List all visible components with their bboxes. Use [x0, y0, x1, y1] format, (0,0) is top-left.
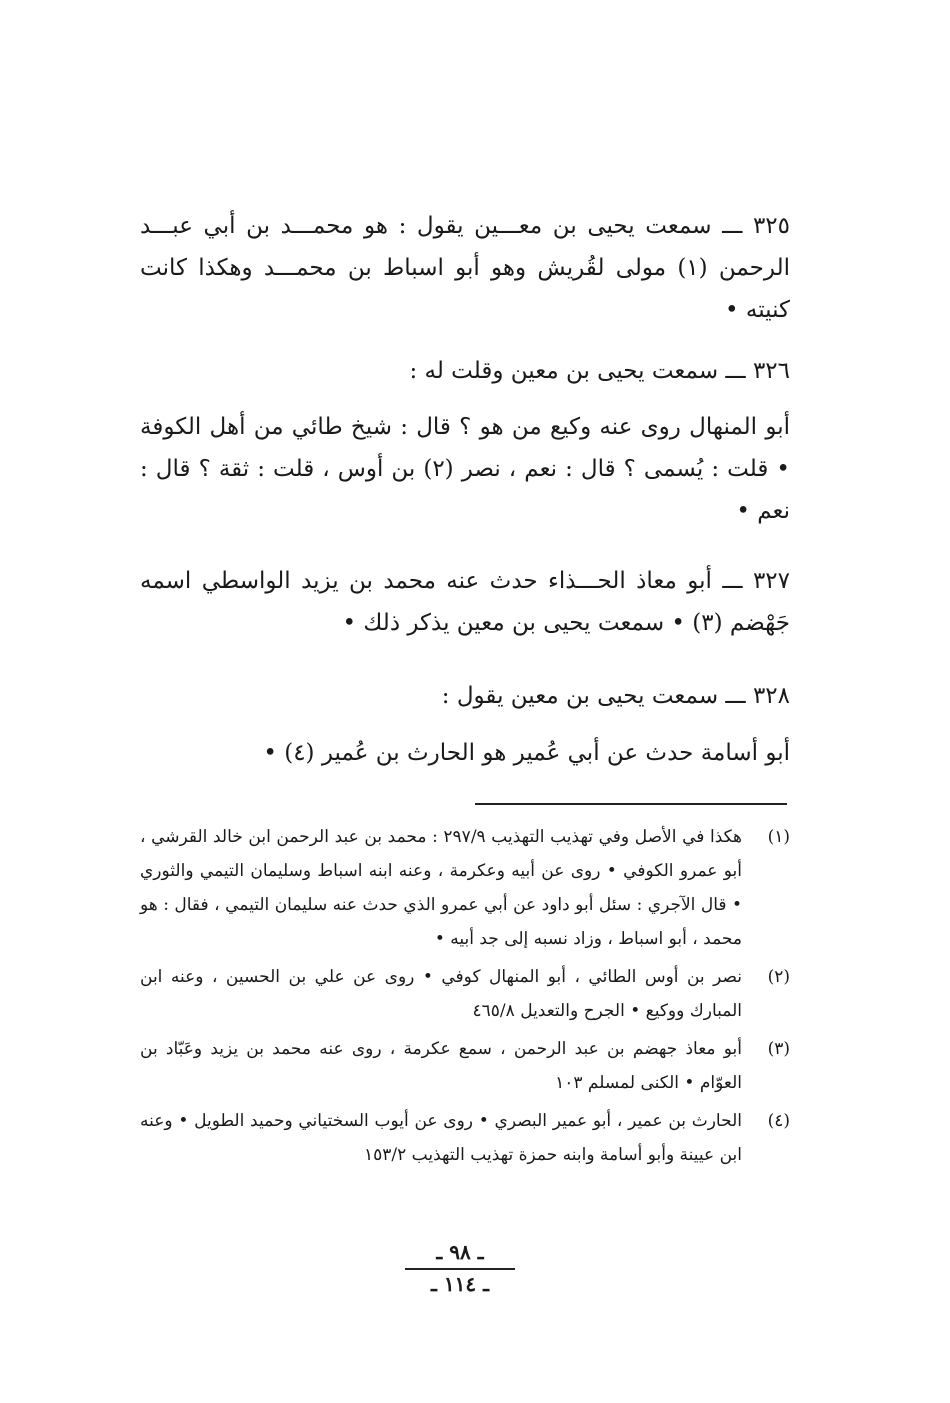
footnote-number: (٢) [767, 967, 790, 987]
footnote-number: (٤) [767, 1111, 790, 1131]
entry-328-answer: أبو أسامة حدث عن أبي عُمير هو الحارث بن عُمير (٤) • [263, 740, 790, 766]
footnote-number: (٣) [767, 1039, 790, 1059]
footnote-text: أبو معاذ جهضم بن عبد الرحمن ، سمع عكرمة ، روى عنه محمد بن يزيد وعَبّاد بن العوّام • الكنى لمسلم ١٠٣ [140, 1039, 742, 1093]
entry-326: ٣٢٦ ـــ سمعت يحيى بن معين وقلت له : [409, 358, 790, 384]
footnote-number: (١) [767, 827, 790, 847]
footnote-text: هكذا في الأصل وفي تهذيب التهذيب ٢٩٧/٩ : محمد بن عبد الرحمن ابن خالد القرشي ، أبو عمرو الكوفي • روى عن أبيه وعكرمة ، وعنه ابنه اسباط وسليمان التيمي والثوري • قال الآجري : سئل أبو داود عن أبي عمرو الذي حدث عنه سليمان التيمي ، فقال : هو محمد ، أبو اسباط ، وزاد نسبه إلى جد أبيه • [140, 827, 742, 949]
entry-325: ٣٢٥ ـــ سمعت يحيى بن معـــين يقول : هو محمـــد بن أبي عبـــد الرحمن (١) مولى لقُريش وهو أبو اسباط بن محمـــد وهكذا كانت كنيته • [140, 213, 790, 323]
footnote-2 [140, 960, 790, 1028]
footnote-text: نصر بن أوس الطائي ، أبو المنهال كوفي • روى عن علي بن الحسين ، وعنه ابن المبارك ووكيع • الجرح والتعديل ٤٦٥/٨ [140, 967, 742, 1021]
footnote-text: الحارث بن عمير ، أبو عمير البصري • روى عن أيوب السختياني وحميد الطويل • وعنه ابن عيينة وأبو أسامة وابنه حمزة تهذيب التهذيب ١٥٣/٢ [140, 1111, 742, 1165]
entry-326-answer: أبو المنهال روى عنه وكيع من هو ؟ قال : شيخ طائي من أهل الكوفة • قلت : يُسمى ؟ قال : نعم ، نصر (٢) بن أوس ، قلت : ثقة ؟ قال : نعم • [140, 414, 790, 524]
footnote-separator [475, 803, 787, 805]
footnotes [140, 820, 790, 1176]
page-number-divider [405, 1268, 515, 1270]
entry-327: ٣٢٧ ـــ أبو معاذ الحـــذاء حدث عنه محمد بن يزيد الواسطي اسمه جَهْضم (٣) • سمعت يحيى بن معين يذكر ذلك • [140, 568, 790, 636]
footnote-4 [140, 1104, 790, 1172]
footnote-3 [140, 1032, 790, 1100]
entry-328: ٣٢٨ ـــ سمعت يحيى بن معين يقول : [441, 683, 790, 709]
footnote-1 [140, 820, 790, 956]
book-page-number: ـ ٩٨ ـ [436, 1240, 484, 1264]
volume-page-number: ـ ١١٤ ـ [431, 1272, 489, 1296]
